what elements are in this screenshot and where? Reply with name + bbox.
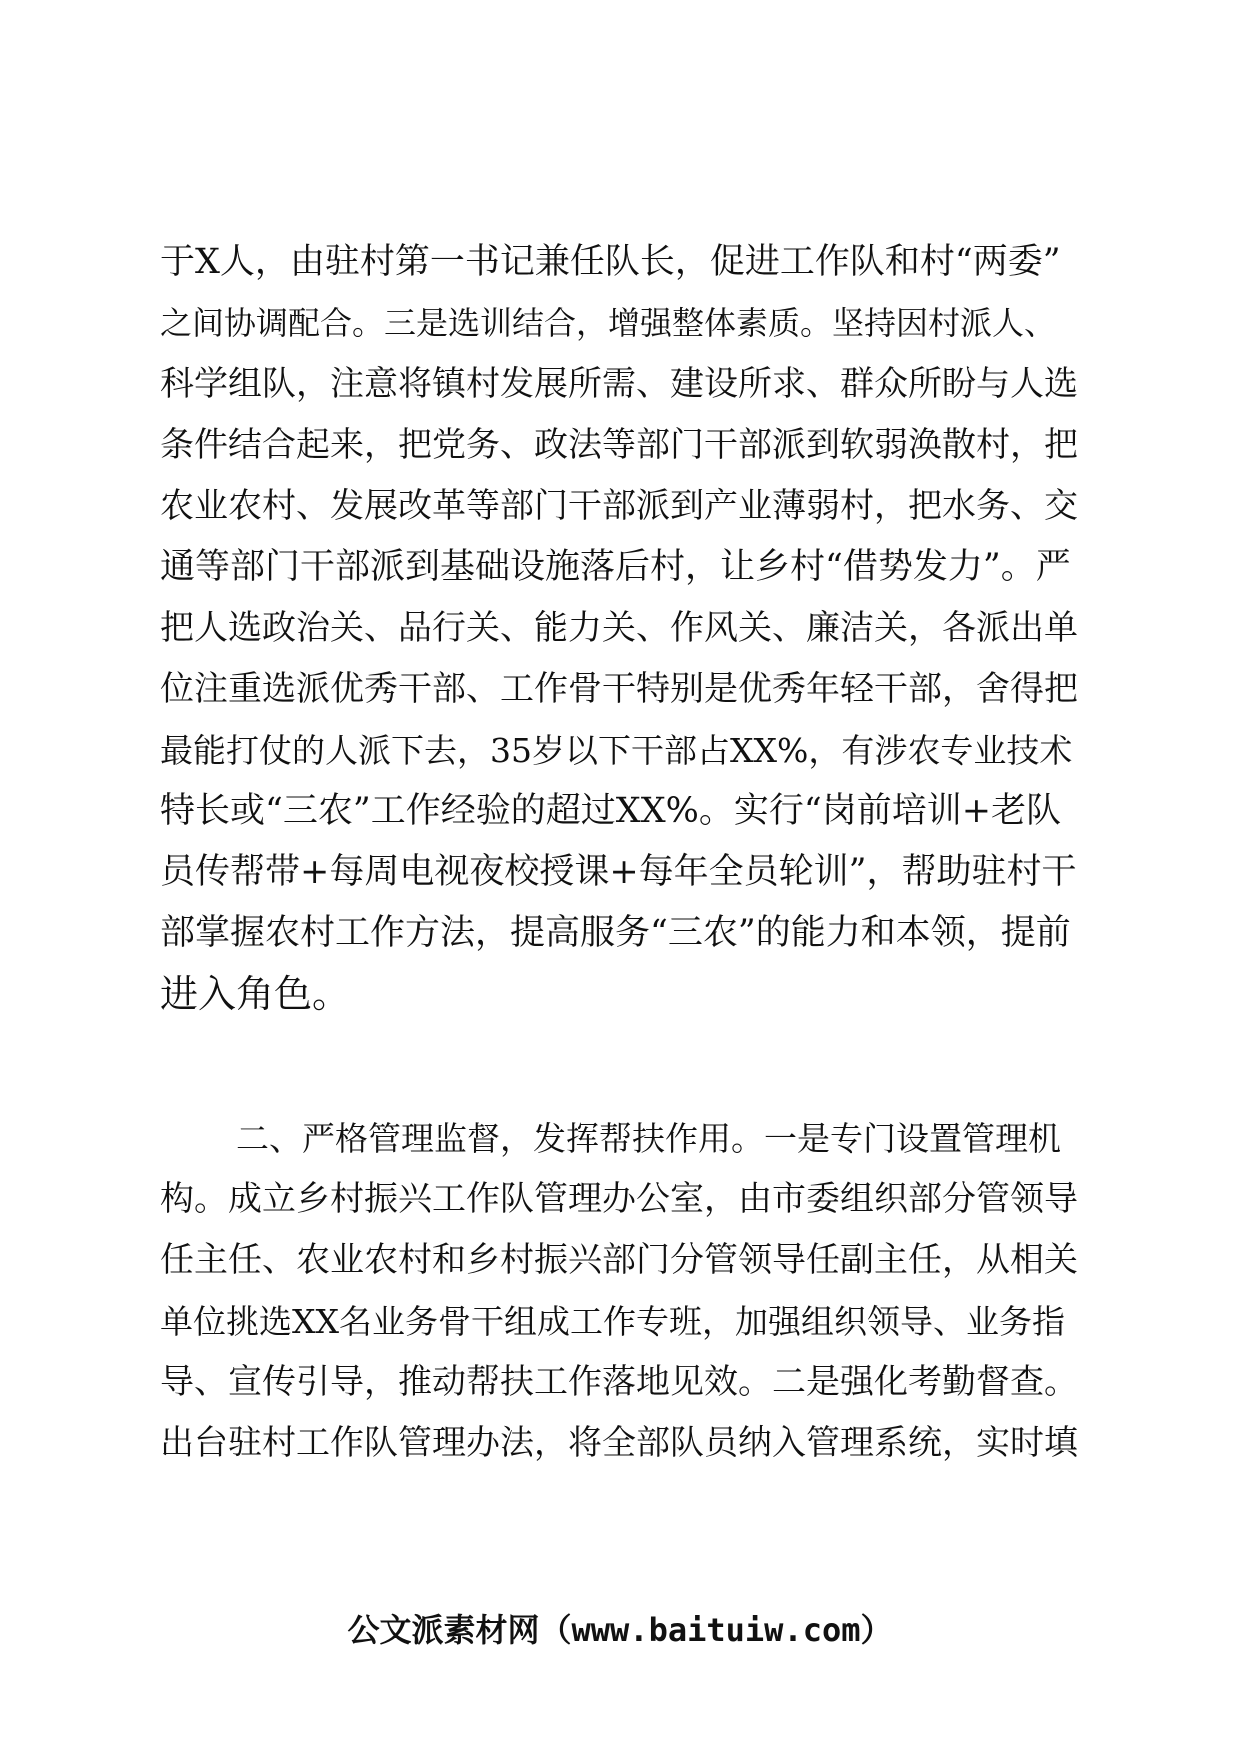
- text-line: 构。成立乡村振兴工作队管理办公室，由市委组织部分管领导: [160, 1179, 1078, 1219]
- text-line: 部掌握农村工作方法，提高服务“三农”的能力和本领，提前: [160, 913, 1071, 953]
- text-line: 员传帮带+每周电视夜校授课+每年全员轮训”，帮助驻村干: [160, 852, 1077, 892]
- text-line: 出台驻村工作队管理办法，将全部队员纳入管理系统，实时填: [160, 1423, 1078, 1463]
- text-line: 进入角色。: [160, 972, 351, 1016]
- text-line: 通等部门干部派到基础设施落后村，让乡村“借势发力”。严: [160, 547, 1071, 587]
- section-heading-line: 二、严格管理监督，发挥帮扶作用。一是专门设置管理机: [236, 1119, 1061, 1158]
- footer-watermark-text: 公文派素材网（www.baituiw.com）: [347, 1611, 893, 1649]
- text-line: 于X人，由驻村第一书记兼任队长，促进工作队和村“两委”: [160, 242, 1061, 282]
- paragraph-1: [160, 232, 1080, 1025]
- text-line: 导、宣传引导，推动帮扶工作落地见效。二是强化考勤督查。: [160, 1362, 1078, 1402]
- text-line: 最能打仗的人派下去，35岁以下干部占XX%，有涉农专业技术: [160, 731, 1073, 770]
- text-line: 科学组队，注意将镇村发展所需、建设所求、群众所盼与人选: [160, 364, 1078, 404]
- text-line: 条件结合起来，把党务、政法等部门干部派到软弱涣散村，把: [160, 425, 1078, 465]
- text-line: 之间协调配合。三是选训结合，增强整体素质。坚持因村派人、: [160, 304, 1057, 342]
- text-line: 特长或“三农”工作经验的超过XX%。实行“岗前培训+老队: [160, 791, 1062, 831]
- text-line: 农业农村、发展改革等部门干部派到产业薄弱村，把水务、交: [160, 486, 1078, 526]
- text-line: 把人选政治关、品行关、能力关、作风关、廉洁关，各派出单: [160, 608, 1078, 648]
- paragraph-2: [160, 1108, 1080, 1474]
- text-line: 任主任、农业农村和乡村振兴部门分管领导任副主任，从相关: [160, 1240, 1078, 1280]
- text-line: 位注重选派优秀干部、工作骨干特别是优秀年轻干部，舍得把: [160, 669, 1078, 709]
- text-line: 单位挑选XX名业务骨干组成工作专班，加强组织领导、业务指: [160, 1302, 1065, 1341]
